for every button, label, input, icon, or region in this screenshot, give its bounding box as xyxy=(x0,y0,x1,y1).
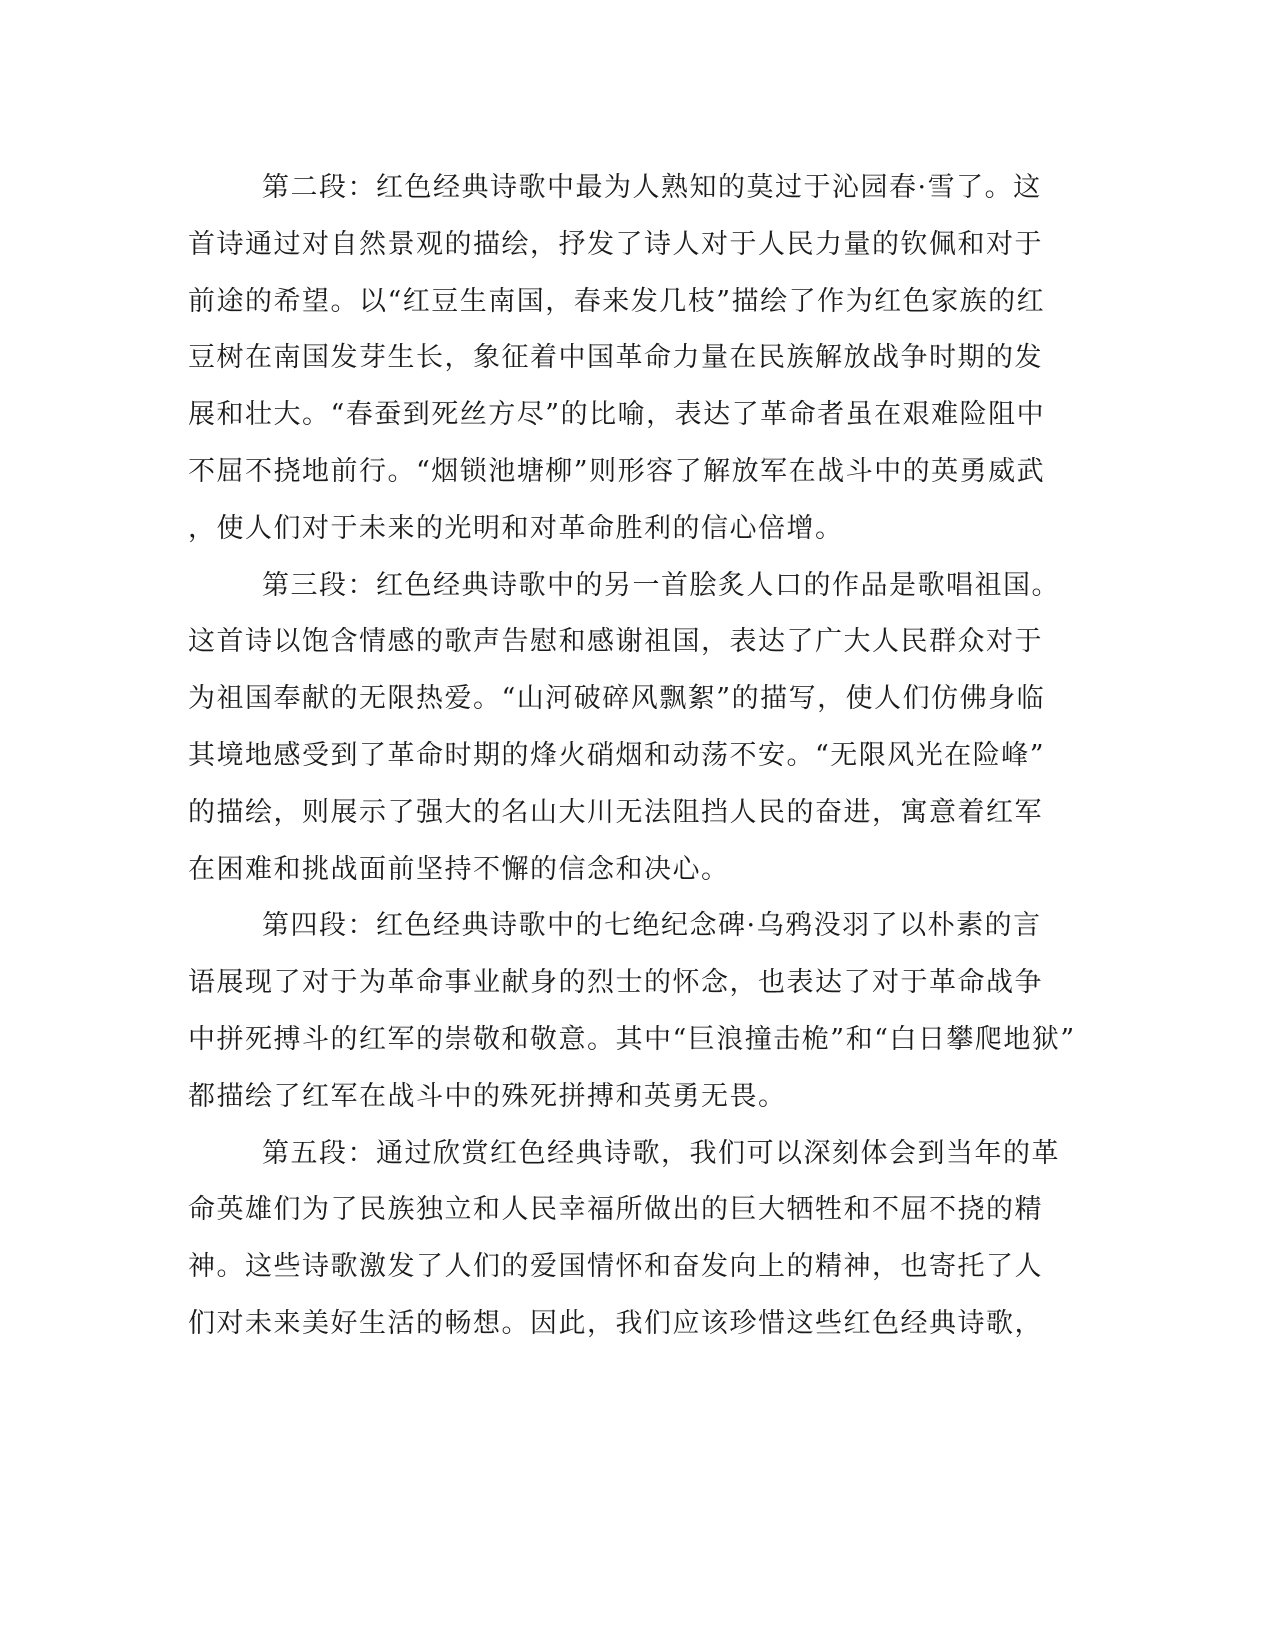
text-line: 首诗通过对自然景观的描绘，抒发了诗人对于人民力量的钦佩和对于 xyxy=(188,228,1043,260)
text-line: 这首诗以饱含情感的歌声告慰和感谢祖国，表达了广大人民群众对于 xyxy=(188,626,1043,658)
text-line: 的描绘，则展示了强大的名山大川无法阻挡人民的奋进，寓意着红军 xyxy=(188,796,1043,828)
paragraph-2 xyxy=(188,160,1068,558)
text-line: 命英雄们为了民族独立和人民幸福所做出的巨大牺牲和不屈不挠的精 xyxy=(188,1194,1043,1226)
text-line: ，使人们对于未来的光明和对革命胜利的信心倍增。 xyxy=(188,512,844,544)
text-line: 神。这些诗歌激发了人们的爱国情怀和奋发向上的精神，也寄托了人 xyxy=(188,1251,1043,1283)
paragraph-5 xyxy=(188,1126,1068,1353)
text-line: 不屈不挠地前行。“烟锁池塘柳”则形容了解放军在战斗中的英勇威武 xyxy=(188,455,1046,487)
text-line: 第四段：红色经典诗歌中的七绝纪念碑·乌鸦没羽了以朴素的言 xyxy=(262,910,1042,942)
document-body xyxy=(188,160,1076,1353)
text-line: 为祖国奉献的无限热爱。“山河破碎风飘絮”的描写，使人们仿佛身临 xyxy=(188,683,1046,715)
text-line: 其境地感受到了革命时期的烽火硝烟和动荡不安。“无限风光在险峰” xyxy=(188,739,1046,771)
text-line: 第三段：红色经典诗歌中的另一首脍炙人口的作品是歌唱祖国。 xyxy=(262,569,1060,601)
text-line: 在困难和挑战面前坚持不懈的信念和决心。 xyxy=(188,853,730,885)
text-line: 中拼死搏斗的红军的崇敬和敬意。其中“巨浪撞击桅”和“白日攀爬地狱” xyxy=(188,1023,1076,1055)
paragraph-3 xyxy=(188,558,1068,899)
paragraph-4 xyxy=(188,898,1076,1125)
text-line: 语展现了对于为革命事业献身的烈士的怀念，也表达了对于革命战争 xyxy=(188,967,1043,999)
text-line: 展和壮大。“春蚕到死丝方尽”的比喻，表达了革命者虽在艰难险阻中 xyxy=(188,399,1046,431)
text-line: 第五段：通过欣赏红色经典诗歌，我们可以深刻体会到当年的革 xyxy=(262,1137,1060,1169)
text-line: 前途的希望。以“红豆生南国，春来发几枝”描绘了作为红色家族的红 xyxy=(188,285,1046,317)
text-line: 第二段：红色经典诗歌中最为人熟知的莫过于沁园春·雪了。这 xyxy=(262,172,1042,203)
text-line: 豆树在南国发芽生长，象征着中国革命力量在民族解放战争时期的发 xyxy=(188,342,1043,374)
text-line: 们对未来美好生活的畅想。因此，我们应该珍惜这些红色经典诗歌， xyxy=(188,1307,1043,1339)
text-line: 都描绘了红军在战斗中的殊死拼搏和英勇无畏。 xyxy=(188,1080,787,1112)
